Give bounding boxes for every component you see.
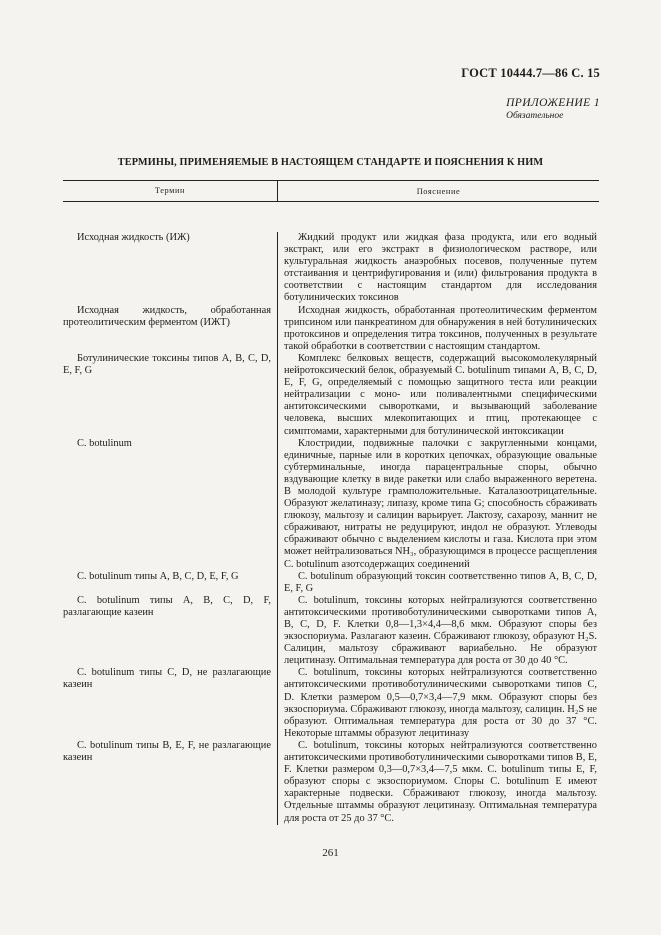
explanation-cell: C. botulinum, токсины которых нейтрализуются соответственно антитоксическими противоботулиническими сыворотками типов C, D. Клетки размером 0,5—0,7×3,4—7,9 мкм. Образуют споры без экзоспориума. Сбраживают глюкозу, иногда мальтозу, салицин. H₂S не образуют. Оптимальная температура для роста от 30 до 37 °C. Некоторые штаммы образуют лецитиназу	[284, 667, 597, 739]
term-cell: C. botulinum типы B, E, F, не разлагающие казеин	[63, 739, 271, 764]
term-cell: C. botulinum	[77, 437, 132, 449]
page-title: ТЕРМИНЫ, ПРИМЕНЯЕМЫЕ В НАСТОЯЩЕМ СТАНДАРТЕ И ПОЯСНЕНИЯ К НИМ	[117, 157, 544, 168]
explanation-cell: Исходная жидкость, обработанная протеолитическим ферментом трипсином или панкреатином для обнаружения в ней ботулинических протоксинов и определения титра токсинов, полученных в результате такой обработки в соответствии с настоящим стандартом.	[284, 304, 597, 352]
explanation-cell: Комплекс белковых веществ, содержащий высокомолекулярный нейротоксический белок, образуемый C. botulinum типами A, B, C, D, E, F, G, определяемый с помощью защитного теста или реакции нейтрализации с моно- или поливалентными специфическими антитоксическими сыворотками, и вызывающий заболевание человека, высших млекопитающих и птиц, протекающее с симптомами, характерными для ботулинической интоксикации	[284, 352, 597, 437]
table-row	[63, 740, 599, 825]
term-cell: Исходная жидкость, обработанная протеолитическим ферментом (ИЖТ)	[63, 304, 271, 328]
table-body	[63, 232, 599, 825]
table-row	[63, 232, 599, 305]
appendix-block	[506, 97, 600, 123]
term-cell: C. botulinum типы C, D, не разлагающие казеин	[63, 667, 271, 691]
explanation-cell: C. botulinum, токсины которых нейтрализуются соответственно антитоксическими противоботулиническими сыворотками типов B, E, F. Клетки размером 0,3—0,7×3,4—7,5 мкм. C. botulinum типы E, F, образуют споры с экзоспориумом. Споры C. botulinum E имеют характерные подвески. Сбраживают глюкозу, иногда мальтозу. Отдельные штаммы образуют лецитиназу. Оптимальная температура для роста от 25 до 37 °C.	[284, 739, 597, 824]
explanation-cell: Жидкий продукт или жидкая фаза продукта, или его водный экстракт, или его экстракт в физиологическом растворе, или культуральная жидкость анаэробных посевов, полученные путем отстаивания и центрифугирования и (или) фильтрования продукта в соответствии с настоящим стандартом для исследования ботулинических токсинов	[284, 232, 597, 304]
appendix-subtitle: Обязательное	[506, 111, 564, 121]
appendix-title: ПРИЛОЖЕНИЕ 1	[506, 97, 600, 109]
term-cell: Исходная жидкость (ИЖ)	[77, 232, 190, 243]
header-explanation: Пояснение	[416, 186, 461, 196]
term-cell: C. botulinum типы A, B, C, D, E, F, G	[77, 570, 239, 582]
terms-table	[63, 180, 599, 825]
table-header	[63, 180, 599, 202]
page-number: 261	[322, 847, 339, 859]
table-row	[63, 667, 599, 740]
term-cell: C. botulinum типы A, B, C, D, F, разлагающие казеин	[63, 594, 271, 618]
term-cell: Ботулинические токсины типов A, B, C, D, E, F, G	[63, 352, 271, 377]
table-row	[63, 595, 599, 668]
table-row	[63, 571, 599, 595]
document-reference: ГОСТ 10444.7—86 С. 15	[461, 66, 600, 80]
explanation-cell: C. botulinum образующий токсин соответственно типов A, B, C, D, E, F, G	[284, 570, 597, 594]
table-row	[63, 353, 599, 438]
explanation-cell: Клостридии, подвижные палочки с закругленными концами, единичные, парные или в коротких цепочках, образующие овальные субтерминальные, иногда парацентральные споры, обычно вздувающие клетку в виде ракетки или слабо выраженного веретена. В молодой культуре грамположительные. Каталазоотрицательные. Образуют желатиназу; липазу, кроме типа G; способность сбраживать глюкозу, мальтозу и салицин варьирует. Лактозу, сахарозу, маннит не сбраживают, нитраты не редуцируют, индол не образуют. Углеводы сбраживают обычно с выделением кислоты и газа. Кислота при этом может нейтрализоваться NH₃, образующимся в процессе расщепления C. botulinum азотсодержащих соединений	[284, 437, 597, 570]
column-divider	[277, 232, 278, 825]
explanation-cell: C. botulinum, токсины которых нейтрализуются соответственно антитоксическими противоботулиническими сыворотками типов A, B, C, D, F. Клетки 0,8—1,3×4,4—8,6 мкм. Образуют споры без экзоспориума. Разлагают казеин. Сбраживают глюкозу, образуют H₂S. Салицин, мальтозу сбраживают вариабельно. Не образуют лецитиназу. Оптимальная температура для роста от 30 до 40 °C.	[284, 594, 597, 667]
table-row	[63, 305, 599, 353]
header-term: Термин	[63, 181, 278, 201]
table-row	[63, 438, 599, 571]
